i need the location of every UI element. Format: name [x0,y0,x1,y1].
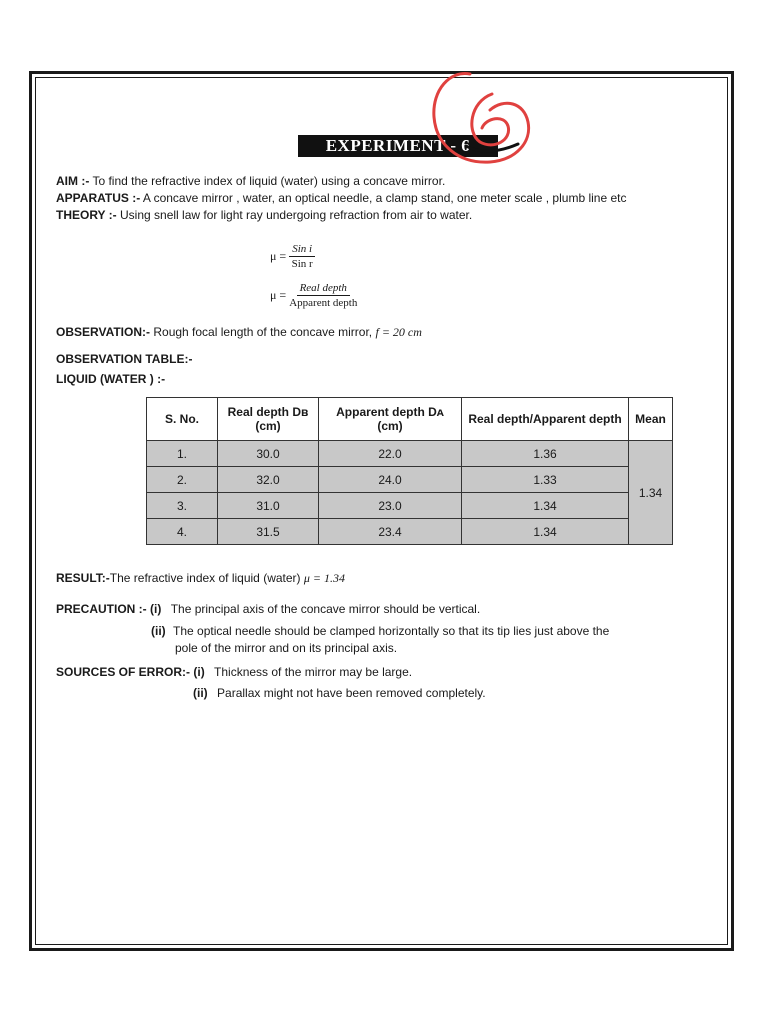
cell-ratio: 1.36 [462,441,629,467]
precaution-item-2-continuation: pole of the mirror and on its principal axis. [175,641,398,655]
cell-sno: 1. [147,441,218,467]
header-mean: Mean [629,398,673,441]
cell-apparent-depth: 23.4 [319,519,462,545]
sources-error-line-1 [56,665,412,679]
table-row [147,467,673,493]
table-row [147,519,673,545]
cell-apparent-depth: 24.0 [319,467,462,493]
liquid-label: LIQUID (WATER ) :- [56,372,166,386]
result-value: μ = 1.34 [303,571,345,585]
precaution-item-1-num: (i) [150,602,162,616]
sources-error-item-1-num: (i) [193,665,205,679]
observation-text: Rough focal length of the concave mirror, [150,325,376,339]
formula-depth-numerator: Real depth [297,282,350,296]
theory-label: THEORY :- [56,208,117,222]
observation-table [146,397,673,545]
formula-snell-lhs: μ = [270,249,287,263]
apparatus-text: A concave mirror , water, an optical needle, a clamp stand, one meter scale , plumb line etc [140,191,627,205]
table-header-row [147,398,673,441]
sources-error-line-2 [193,686,486,700]
observation-line [56,325,422,340]
formula-depth-denominator: Apparent depth [289,297,358,309]
precaution-line-1 [56,602,480,616]
cell-real-depth: 31.0 [218,493,319,519]
cell-apparent-depth: 22.0 [319,441,462,467]
sources-error-item-2-num: (ii) [193,686,208,700]
cell-real-depth: 32.0 [218,467,319,493]
header-apparent-depth: Apparent depth Dᴀ (cm) [319,398,462,441]
precaution-line-2 [151,624,609,638]
theory-line [56,208,472,222]
cell-sno: 4. [147,519,218,545]
precaution-item-2-text: The optical needle should be clamped horizontally so that its tip lies just above the [173,624,610,638]
header-real-depth: Real depth Dʙ (cm) [218,398,319,441]
aim-text: To find the refractive index of liquid (water) using a concave mirror. [89,174,446,188]
result-label: RESULT:- [56,571,110,585]
formula-depth-lhs: μ = [270,288,287,302]
aim-label: AIM :- [56,174,90,188]
result-line [56,571,345,586]
cell-mean: 1.34 [629,441,673,545]
precaution-label: PRECAUTION :- [56,602,147,616]
apparatus-label: APPARATUS :- [56,191,141,205]
handwritten-six-annotation [420,62,540,177]
experiment-title: EXPERIMENT - 6 [298,135,498,157]
cell-sno: 3. [147,493,218,519]
formula-snell-denominator: Sin r [291,258,313,270]
cell-ratio: 1.33 [462,467,629,493]
cell-real-depth: 31.5 [218,519,319,545]
precaution-item-2-num: (ii) [151,624,166,638]
cell-real-depth: 30.0 [218,441,319,467]
cell-ratio: 1.34 [462,519,629,545]
observation-table-label: OBSERVATION TABLE:- [56,352,193,366]
cell-sno: 2. [147,467,218,493]
result-text: The refractive index of liquid (water) [109,571,304,585]
header-ratio: Real depth/Apparent depth [462,398,629,441]
formula-depth [270,282,357,309]
theory-text: Using snell law for light ray undergoing refraction from air to water. [116,208,473,222]
precaution-item-1-text: The principal axis of the concave mirror should be vertical. [170,602,481,616]
cell-ratio: 1.34 [462,493,629,519]
sources-error-item-1-text: Thickness of the mirror may be large. [214,665,413,679]
cell-apparent-depth: 23.0 [319,493,462,519]
observation-focal-length: f = 20 cm [375,325,422,339]
sources-error-label: SOURCES OF ERROR:- [56,665,191,679]
formula-snell [270,243,315,270]
aim-line [56,174,445,188]
formula-snell-numerator: Sin i [289,243,315,257]
observation-label: OBSERVATION:- [56,325,151,339]
table-row [147,441,673,467]
header-sno: S. No. [147,398,218,441]
table-row [147,493,673,519]
sources-error-item-2-text: Parallax might not have been removed completely. [217,686,486,700]
apparatus-line [56,191,626,205]
